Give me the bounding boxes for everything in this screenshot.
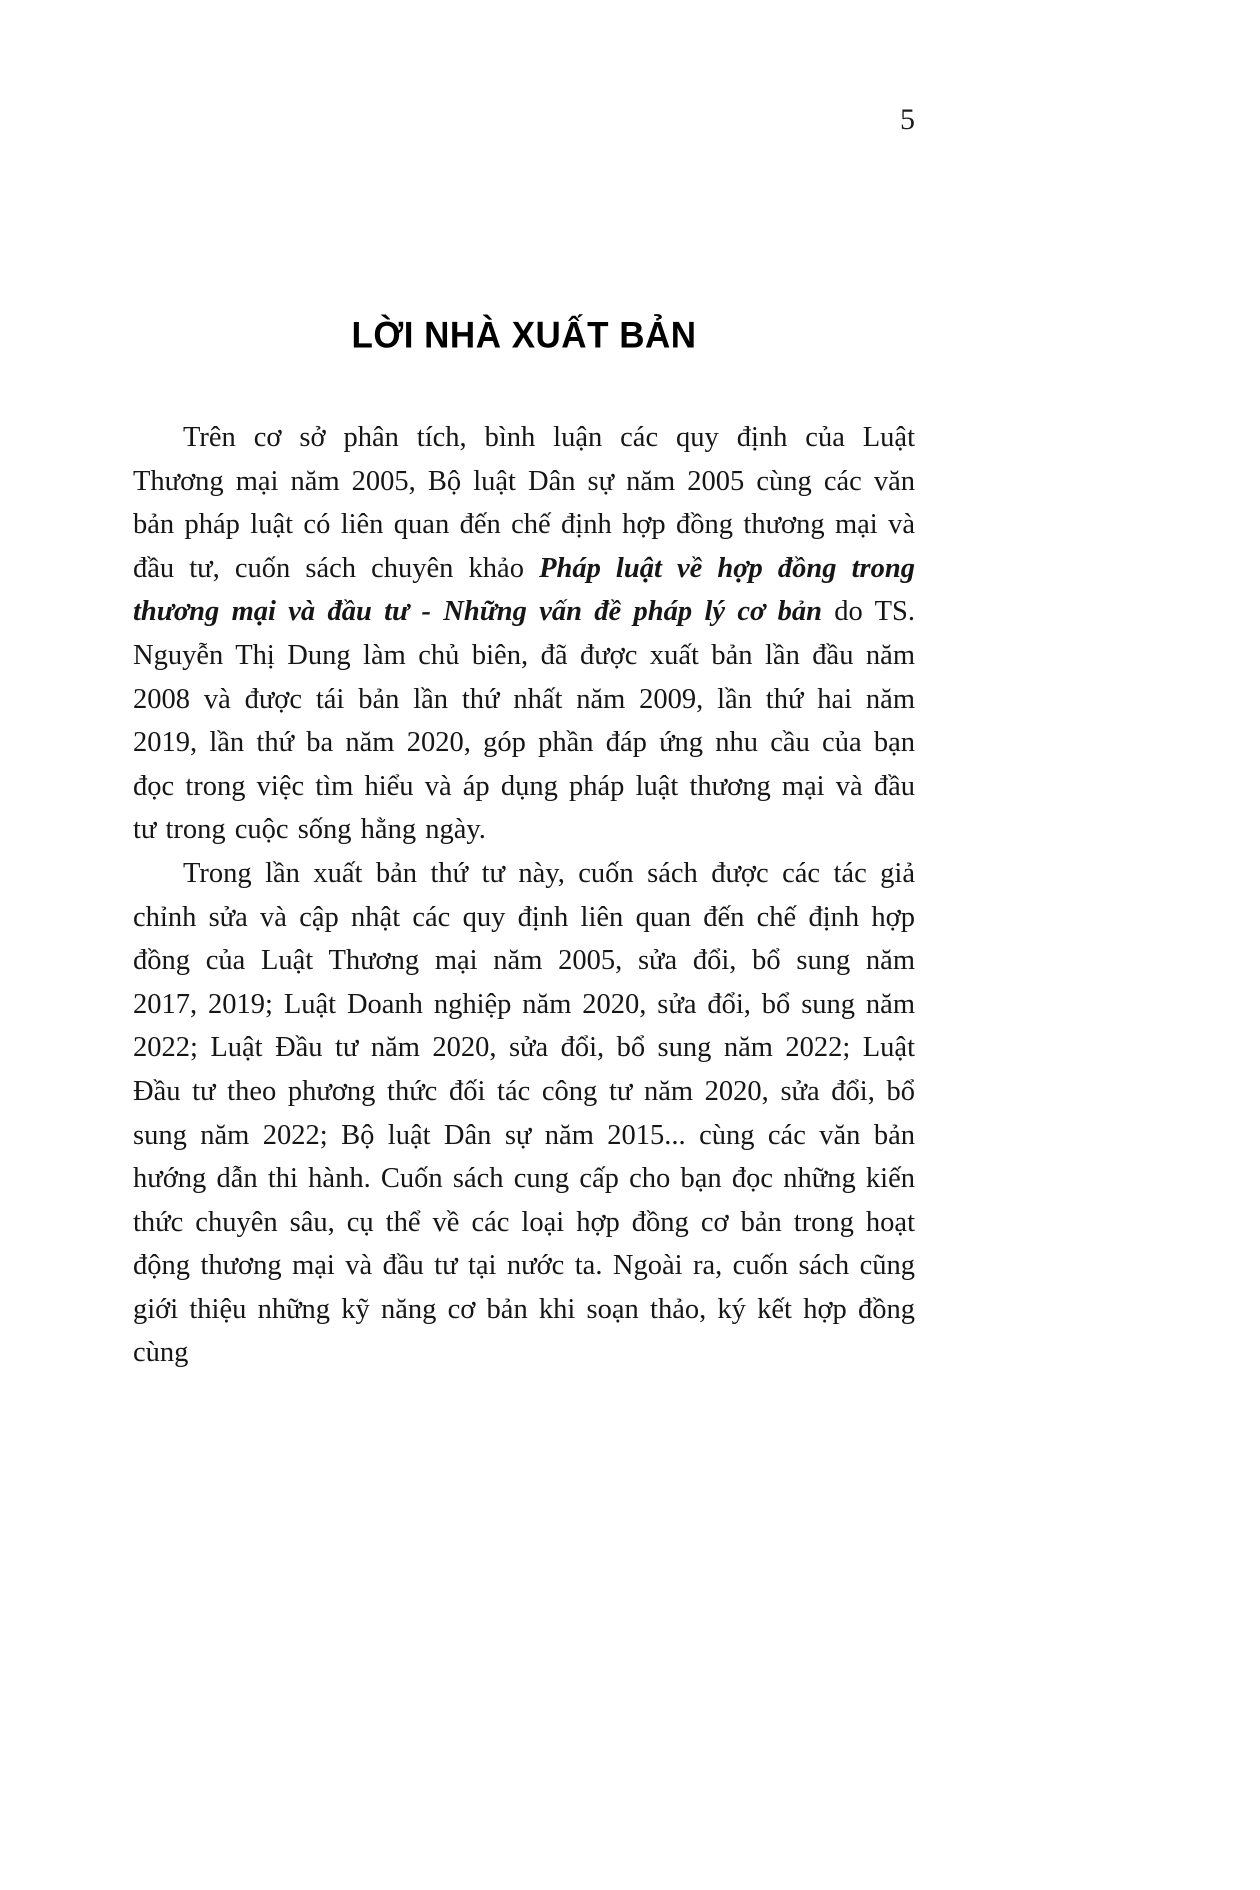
page-title: LỜI NHÀ XUẤT BẢN	[351, 315, 697, 357]
text-segment: Trong lần xuất bản thứ tư này, cuốn sách được các tác giả chỉnh sửa và cập nhật các quy định liên quan đến chế định hợp đồng của Luật Thương mại năm 2005, sửa đổi, bổ sung năm 2017, 2019; Luật Doanh nghiệp năm 2020, sửa đổi, bổ sung năm 2022; Luật Đầu tư năm 2020, sửa đổi, bổ sung năm 2022; Luật Đầu tư theo phương thức đối tác công tư năm 2020, sửa đổi, bổ sung năm 2022; Bộ luật Dân sự năm 2015... cùng các văn bản hướng dẫn thi hành. Cuốn sách cung cấp cho bạn đọc những kiến thức chuyên sâu, cụ thể về các loại hợp đồng cơ bản trong hoạt động thương mại và đầu tư tại nước ta. Ngoài ra, cuốn sách cũng giới thiệu những kỹ năng cơ bản khi soạn thảo, ký kết hợp đồng cùng	[133, 857, 915, 1369]
paragraph	[133, 416, 915, 852]
body-text	[133, 416, 915, 1375]
text-segment: Pháp luật về hợp đồng trong thương mại và đầu tư - Những vấn đề pháp lý cơ bản	[133, 552, 915, 628]
text-segment: do TS. Nguyễn Thị Dung làm chủ biên, đã được xuất bản lần đầu năm 2008 và được tái bản lần thứ nhất năm 2009, lần thứ hai năm 2019, lần thứ ba năm 2020, góp phần đáp ứng nhu cầu của bạn đọc trong việc tìm hiểu và áp dụng pháp luật thương mại và đầu tư trong cuộc sống hằng ngày.	[133, 596, 915, 846]
text-segment: Trên cơ sở phân tích, bình luận các quy định của Luật Thương mại năm 2005, Bộ luật Dân sự năm 2005 cùng các văn bản pháp luật có liên quan đến chế định hợp đồng thương mại và đầu tư, cuốn sách chuyên khảo	[133, 422, 915, 584]
paragraph	[133, 852, 915, 1375]
page-number: 5	[900, 103, 915, 136]
